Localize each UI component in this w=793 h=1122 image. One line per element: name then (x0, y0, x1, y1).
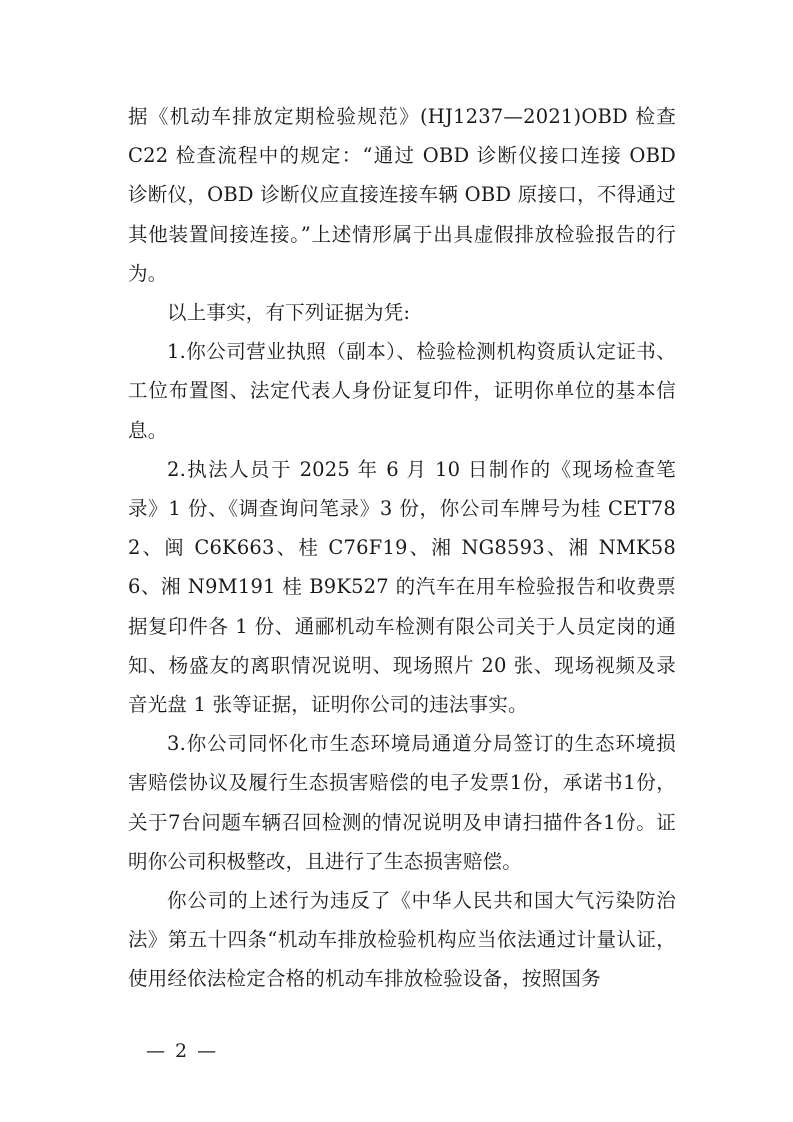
document-body (128, 97, 676, 999)
paragraph-evidence-3: 3.你公司同怀化市生态环境局通道分局签订的生态环境损害赔偿协议及履行生态损害赔偿的电子发票1份，承诺书1份，关于7台问题车辆召回检测的情况说明及申请扫描件各1份。证明你公司积极整改，且进行了生态损害赔偿。 (128, 732, 676, 873)
paragraph-evidence-intro: 以上事实，有下列证据为凭: (167, 301, 411, 325)
paragraph-evidence-1: 1.你公司营业执照（副本）、检验检测机构资质认定证书、工位布置图、法定代表人身份证复印件，证明你单位的基本信息。 (128, 340, 676, 442)
page-number: — 2 — (146, 1040, 219, 1062)
paragraph-regulation-citation: 据《机动车排放定期检验规范》(HJ1237—2021)OBD 检查 C22 检查流程中的规定：“通过 OBD 诊断仪接口连接 OBD 诊断仪，OBD 诊断仪应直接连接车辆 OBD 原接口，不得通过其他装置间接连接。”上述情形属于出具虚假排放检验报告的行为。 (128, 105, 676, 285)
paragraph-evidence-2: 2.执法人员于 2025 年 6 月 10 日制作的《现场检查笔录》1 份、《调查询问笔录》3 份，你公司车牌号为桂 CET782、闽 C6K663、桂 C76F19、湘 NG8593、湘 NMK586、湘 N9M191 桂 B9K527 的汽车在用车检验报告和收费票据复印件各 1 份、通郦机动车检测有限公司关于人员定岗的通知、杨盛友的离职情况说明、现场照片 20 张、现场视频及录音光盘 1 张等证据，证明你公司的违法事实。 (128, 457, 676, 717)
paragraph-violation: 你公司的上述行为违反了《中华人民共和国大气污染防治法》第五十四条“机动车排放检验机构应当依法通过计量认证，使用经依法检定合格的机动车排放检验设备，按照国务 (128, 889, 676, 991)
